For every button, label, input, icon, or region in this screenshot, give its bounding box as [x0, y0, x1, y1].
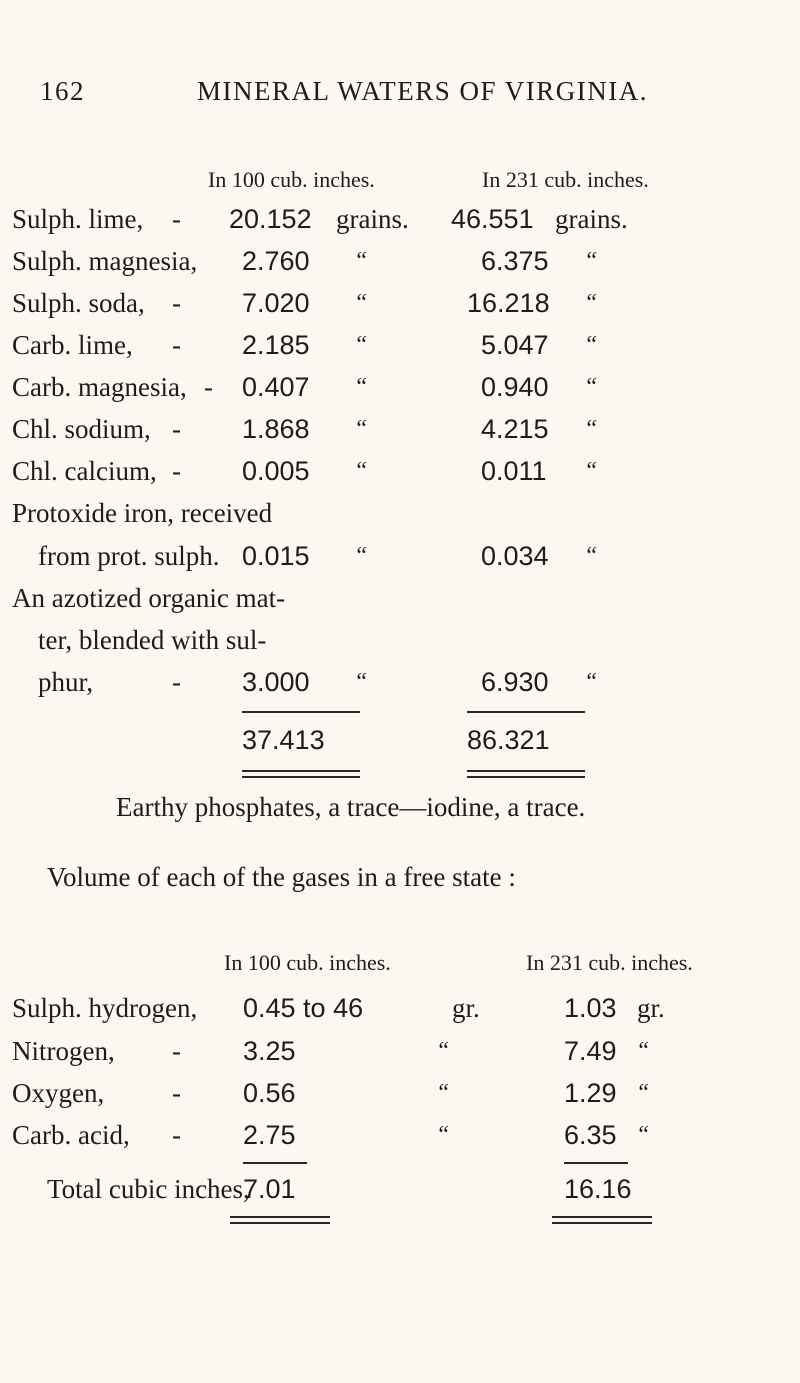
table1-col-header-231: In 231 cub. inches.: [482, 167, 649, 192]
total-double-rule: [467, 770, 585, 772]
sum-rule: [467, 711, 585, 713]
unit-100: gr.: [452, 993, 480, 1023]
value-100: 20.152: [229, 204, 312, 234]
row-label-continued: from prot. sulph.: [38, 541, 220, 571]
value-231: 0.011: [481, 456, 547, 486]
ditto-mark: “: [354, 374, 368, 400]
total-231: 86.321: [467, 725, 550, 755]
ditto-mark: “: [584, 458, 598, 484]
row-label: Oxygen,: [12, 1078, 105, 1108]
value-231: 1.03: [564, 993, 617, 1023]
value-100: 2.760: [242, 246, 310, 276]
leader-dash: -: [172, 288, 181, 318]
ditto-mark: “: [436, 1122, 450, 1148]
value-231: 5.047: [481, 330, 549, 360]
total-double-rule: [230, 1216, 330, 1218]
total-label: Total cubic inches,: [47, 1174, 250, 1204]
total-double-rule: [230, 1222, 330, 1224]
value-231: 6.930: [481, 667, 549, 697]
value-231: 0.034: [481, 541, 549, 571]
row-label: Chl. sodium,: [12, 414, 151, 444]
leader-dash: -: [172, 667, 181, 697]
value-231: 7.49: [564, 1036, 617, 1066]
value-100: 0.45 to 46: [243, 993, 364, 1023]
ditto-mark: “: [354, 669, 368, 695]
row-label: Sulph. lime,: [12, 204, 144, 234]
ditto-mark: “: [354, 290, 368, 316]
ditto-mark: “: [584, 248, 598, 274]
total-double-rule: [552, 1216, 652, 1218]
table2-col-header-231: In 231 cub. inches.: [526, 950, 693, 975]
ditto-mark: “: [636, 1080, 650, 1106]
row-label-continued: ter, blended with sul-: [38, 625, 267, 655]
row-label: Chl. calcium,: [12, 456, 157, 486]
leader-dash: -: [204, 372, 213, 402]
total-231: 16.16: [564, 1174, 632, 1204]
value-100: 3.25: [243, 1036, 296, 1066]
row-label-continued: phur,: [38, 667, 94, 697]
value-231: 16.218: [467, 288, 550, 318]
ditto-mark: “: [584, 543, 598, 569]
value-100: 7.020: [242, 288, 310, 318]
table2-col-header-100: In 100 cub. inches.: [224, 950, 391, 975]
ditto-mark: “: [584, 332, 598, 358]
leader-dash: -: [172, 1078, 181, 1108]
value-231: 0.940: [481, 372, 549, 402]
unit-231: gr.: [637, 993, 665, 1023]
row-label: Sulph. soda,: [12, 288, 145, 318]
value-100: 0.56: [243, 1078, 296, 1108]
value-100: 3.000: [242, 667, 310, 697]
ditto-mark: “: [636, 1122, 650, 1148]
value-100: 2.185: [242, 330, 310, 360]
total-double-rule: [467, 776, 585, 778]
value-231: 46.551: [451, 204, 534, 234]
leader-dash: -: [172, 204, 181, 234]
row-label: Sulph. magnesia,: [12, 246, 198, 276]
total-100: 7.01: [243, 1174, 296, 1204]
sum-rule: [564, 1162, 628, 1164]
leader-dash: -: [172, 414, 181, 444]
ditto-mark: “: [354, 543, 368, 569]
ditto-mark: “: [584, 290, 598, 316]
row-label: Nitrogen,: [12, 1036, 115, 1066]
ditto-mark: “: [436, 1038, 450, 1064]
ditto-mark: “: [584, 669, 598, 695]
ditto-mark: “: [354, 248, 368, 274]
value-231: 6.375: [481, 246, 549, 276]
gases-volume-heading: Volume of each of the gases in a free state :: [47, 862, 516, 892]
row-label: Sulph. hydrogen,: [12, 993, 198, 1023]
total-double-rule: [552, 1222, 652, 1224]
unit-100: grains.: [336, 204, 409, 234]
leader-dash: -: [172, 1120, 181, 1150]
leader-dash: -: [172, 1036, 181, 1066]
value-100: 1.868: [242, 414, 310, 444]
running-title: MINERAL WATERS OF VIRGINIA.: [197, 76, 649, 106]
row-label: Carb. magnesia,: [12, 372, 187, 402]
total-double-rule: [242, 770, 360, 772]
leader-dash: -: [172, 330, 181, 360]
ditto-mark: “: [584, 416, 598, 442]
sum-rule: [243, 1162, 307, 1164]
ditto-mark: “: [354, 416, 368, 442]
unit-231: grains.: [555, 204, 628, 234]
row-label: An azotized organic mat-: [12, 583, 286, 613]
table1-col-header-100: In 100 cub. inches.: [208, 167, 375, 192]
ditto-mark: “: [354, 332, 368, 358]
sum-rule: [242, 711, 360, 713]
row-label: Carb. lime,: [12, 330, 133, 360]
value-231: 6.35: [564, 1120, 617, 1150]
earthy-phosphates-note: Earthy phosphates, a trace—iodine, a trace.: [116, 792, 586, 822]
value-231: 4.215: [481, 414, 549, 444]
ditto-mark: “: [636, 1038, 650, 1064]
row-label: Carb. acid,: [12, 1120, 130, 1150]
value-231: 1.29: [564, 1078, 617, 1108]
value-100: 0.005: [242, 456, 310, 486]
ditto-mark: “: [584, 374, 598, 400]
page-number: 162: [40, 76, 85, 106]
ditto-mark: “: [436, 1080, 450, 1106]
leader-dash: -: [172, 456, 181, 486]
row-label: Protoxide iron, received: [12, 498, 273, 528]
value-100: 0.015: [242, 541, 310, 571]
ditto-mark: “: [354, 458, 368, 484]
value-100: 2.75: [243, 1120, 296, 1150]
value-100: 0.407: [242, 372, 310, 402]
total-100: 37.413: [242, 725, 325, 755]
total-double-rule: [242, 776, 360, 778]
